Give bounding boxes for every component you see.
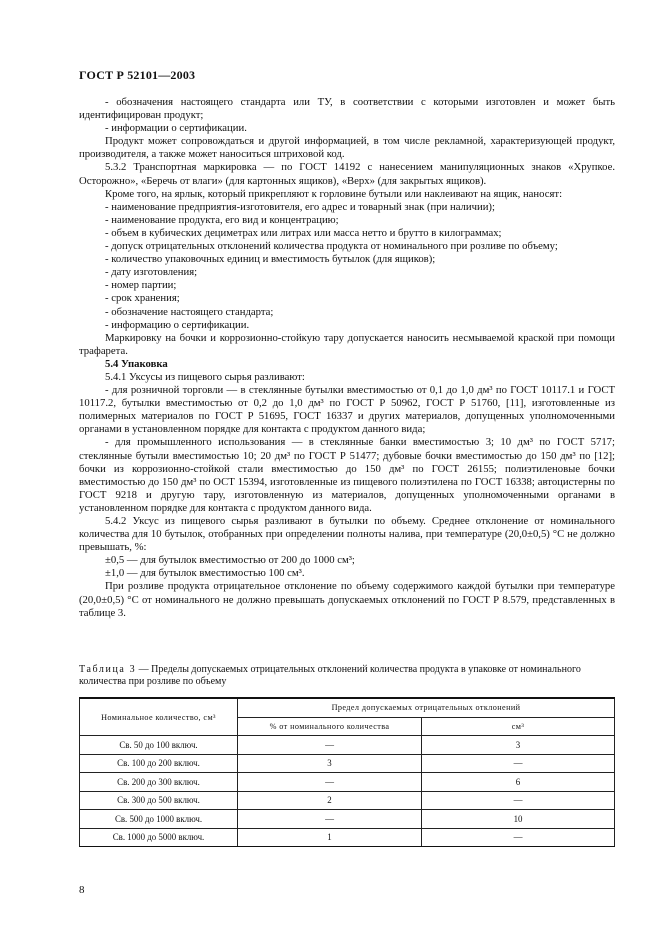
table-cell: 2 (238, 791, 422, 810)
paragraph: Кроме того, на ярлык, который прикрепляют к горловине бутыли или наклеивают на ящик, наносят: (105, 187, 563, 200)
column-header-cm3: см³ (422, 717, 615, 736)
list-item: - количество упаковочных единиц и вместимость бутылок (для ящиков); (105, 253, 436, 266)
table-cell: 6 (422, 773, 615, 792)
table-cell: 1 (238, 828, 422, 847)
column-group-header: Предел допускаемых отрицательных отклонений (238, 698, 615, 717)
paragraph: - для промышленного использования — в стеклянные банки вместимостью 3; 10 дм³ по ГОСТ 5717; стеклянные бутыли вместимостью 10; 20 дм³ по ГОСТ Р 51477; дубовые бочки вместимостью до 150 дм³ по [12]; бочки из коррозионно-стойкой стали вместимостью до 150 дм³ по ГОСТ 26155; полиэтиленовые бочки вместимостью до 150 дм³ по ОСТ 15394, изготовленные из пищевого полиэтилена по ГОСТ 16338; автоцистерны по ГОСТ 9218 и другую тару, изготовленную из материалов, допущенных уполномоченными органами в установленном порядке для контакта с продуктом данного вида. (79, 436, 615, 514)
list-item: - обозначение настоящего стандарта; (105, 305, 274, 318)
paragraph: 5.4.1 Уксусы из пищевого сырья разливают: (105, 370, 305, 383)
column-header-percent: % от номинального количества (238, 717, 422, 736)
table-cell: Св. 500 до 1000 включ. (80, 810, 238, 829)
column-header-nominal: Номинальное количество, см³ (80, 698, 238, 736)
table-caption-text: — Пределы допускаемых отрицательных отклонений количества продукта в упаковке от номинального количества при розливе по объему (79, 664, 581, 688)
table-row (80, 773, 615, 792)
table-cell: — (238, 773, 422, 792)
limits-table (79, 697, 615, 847)
table-cell: — (422, 754, 615, 773)
table-caption (79, 664, 615, 689)
paragraph: ±1,0 — для бутылок вместимостью 100 см³. (105, 567, 305, 580)
table-cell: — (238, 736, 422, 755)
table-row (80, 810, 615, 829)
list-item: - наименование предприятия-изготовителя, его адрес и товарный знак (при наличии); (105, 200, 495, 213)
table-cell: — (422, 828, 615, 847)
table-cell: Св. 1000 до 5000 включ. (80, 828, 238, 847)
section-heading-text: 5.4 Упаковка (105, 357, 168, 370)
table-row (80, 754, 615, 773)
paragraph: При розливе продукта отрицательное отклонение по объему содержимого каждой бутылки при температуре (20,0±0,5) °С от номинального не должно превышать допускаемых отклонений по ГОСТ Р 8.579, представленных в таблице 3. (79, 580, 615, 619)
list-item: - срок хранения; (105, 292, 180, 305)
paragraph: 5.4.2 Уксус из пищевого сырья разливают в бутылки по объему. Среднее отклонение от номинального количества для 10 бутылок, отобранных при определении полноты налива, при температуре (20,0±0,5) °С не должно превышать, %: (79, 515, 615, 554)
list-item: - объем в кубических дециметрах или литрах или масса нетто и брутто в килограммах; (105, 226, 502, 239)
paragraph: - для розничной торговли — в стеклянные бутылки вместимостью от 0,1 до 1,0 дм³ по ГОСТ 10117.1 и ГОСТ 10117.2, бутылки вместимостью от 0,2 до 1,0 дм³ по ГОСТ Р 50962, ГОСТ Р 51760, [11], изготовленные из полимерных материалов по ГОСТ Р 51695, ГОСТ 16337 и других материалов, допущенных уполномоченными органами в установленном порядке для контакта с продуктом данного вида; (79, 384, 615, 436)
paragraph: ±0,5 — для бутылок вместимостью от 200 до 1000 см³; (105, 554, 355, 567)
table-caption-label: Таблица 3 (79, 664, 137, 675)
document-header: ГОСТ Р 52101—2003 (79, 68, 196, 82)
table-cell: — (422, 791, 615, 810)
paragraph: Маркировку на бочки и коррозионно-стойкую тару допускается наносить несмываемой краской при помощи трафарета. (79, 331, 615, 357)
paragraph: 5.3.2 Транспортная маркировка — по ГОСТ 14192 с нанесением манипуляционных знаков «Хрупкое. Осторожно», «Беречь от влаги» (для картонных ящиков), «Верх» (для закрытых ящиков). (79, 161, 615, 187)
table-cell: 3 (238, 754, 422, 773)
list-item: - номер партии; (105, 279, 177, 292)
paragraph: Продукт может сопровождаться и другой информацией, в том числе рекламной, характеризующей продукт, производителя, а также может наноситься штриховой код. (79, 135, 615, 161)
list-item: - наименование продукта, его вид и концентрацию; (105, 213, 339, 226)
table-cell: Св. 200 до 300 включ. (80, 773, 238, 792)
list-item: - допуск отрицательных отклонений количества продукта от номинального при розливе по объему; (105, 240, 558, 253)
table-cell: Св. 50 до 100 включ. (80, 736, 238, 755)
table-cell: — (238, 810, 422, 829)
table-cell: Св. 100 до 200 включ. (80, 754, 238, 773)
body-text (79, 96, 615, 620)
table-cell: 3 (422, 736, 615, 755)
list-item: - дату изготовления; (105, 266, 198, 279)
table-row (80, 791, 615, 810)
table-row (80, 828, 615, 847)
table-row (80, 736, 615, 755)
page-number: 8 (79, 884, 85, 896)
list-item: - информацию о сертификации. (105, 318, 250, 331)
table-cell: 10 (422, 810, 615, 829)
table-cell: Св. 300 до 500 включ. (80, 791, 238, 810)
section-heading (79, 358, 615, 371)
paragraph: - обозначения настоящего стандарта или ТУ, в соответствии с которыми изготовлен и может быть идентифицирован продукт; (79, 96, 615, 122)
paragraph: - информации о сертификации. (105, 122, 247, 135)
